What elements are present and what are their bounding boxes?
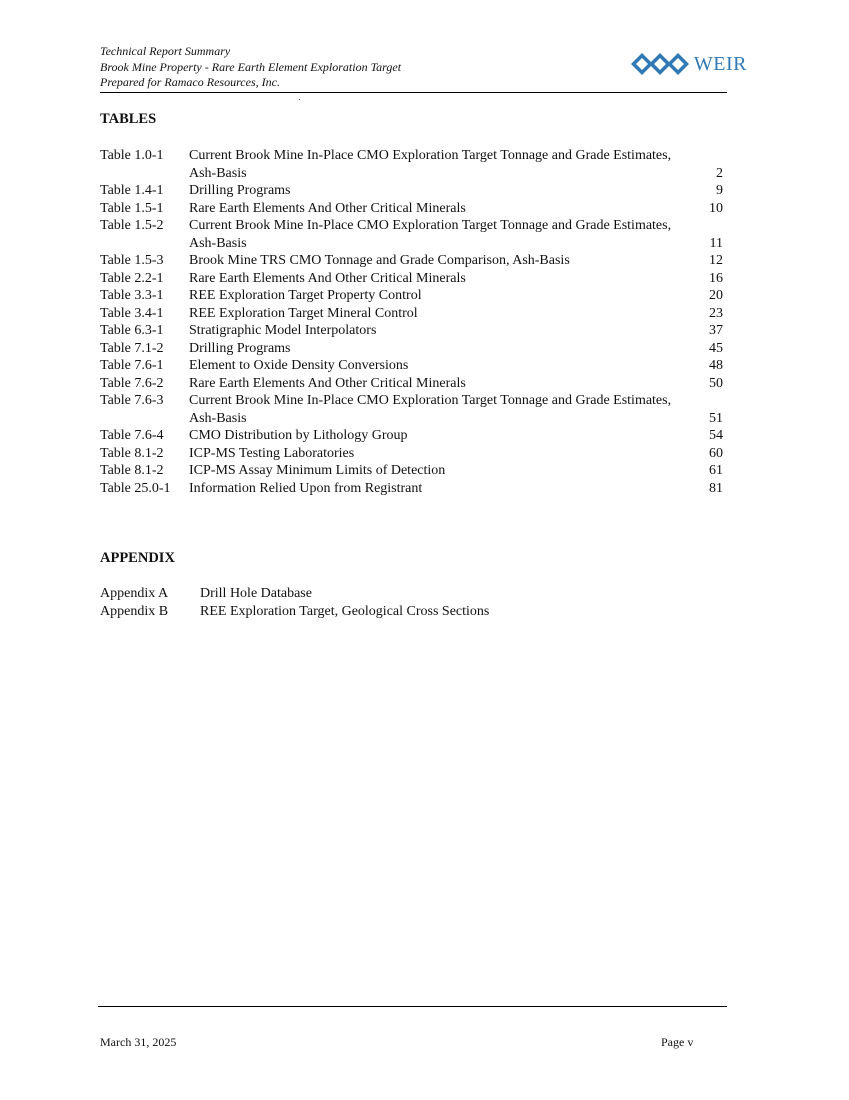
toc-page-number: 10 [709,200,723,216]
appendix-label: Appendix A [100,586,169,601]
toc-table-number: Table 3.4-1 [100,305,164,321]
appendix-row [100,603,489,621]
toc-table-title: Current Brook Mine In-Place CMO Exploration Target Tonnage and Grade Estimates, Ash-Basis [189,148,672,181]
toc-table-title: CMO Distribution by Lithology Group [189,428,408,443]
footer-rule [98,1006,727,1007]
toc-page-number: 60 [709,445,723,461]
toc-page-number: 20 [709,288,723,303]
toc-table-number: Table 25.0-1 [100,480,171,496]
toc-page-number: 54 [709,428,723,443]
toc-row [100,252,723,270]
toc-table-title: ICP-MS Assay Minimum Limits of Detection [189,463,446,478]
header-line-2: Brook Mine Property - Rare Earth Element Exploration Target [100,59,402,74]
toc-table-number: Table 1.5-2 [100,218,164,233]
header-line-3: Prepared for Ramaco Resources, Inc. [100,75,280,89]
toc-page-number: 16 [709,270,723,286]
appendix-row [100,585,489,603]
toc-row [100,357,723,375]
weir-diamonds-icon [631,52,693,76]
toc-row [100,182,723,200]
toc-row [100,462,723,480]
toc-page-number: 48 [709,358,723,373]
toc-table-number: Table 1.0-1 [100,148,164,163]
toc-page-number: 2 [716,165,723,181]
toc-row [100,392,723,427]
toc-page-number: 9 [716,183,723,198]
toc-table-number: Table 7.6-4 [100,428,164,443]
toc-table-number: Table 8.1-2 [100,445,164,461]
toc-row [100,305,723,323]
footer-date: March 31, 2025 [100,1035,177,1049]
toc-table-title: ICP-MS Testing Laboratories [189,445,355,461]
toc-row [100,480,723,498]
toc-table-number: Table 1.5-3 [100,253,164,268]
toc-row [100,375,723,393]
toc-row [100,445,723,463]
header-line-1: Technical Report Summary [100,44,231,58]
toc-page-number: 23 [709,305,723,321]
toc-page-number: 11 [709,235,723,251]
logo-text: WEIR [693,52,747,75]
tables-heading: TABLES [100,111,157,127]
header-rule [100,92,727,93]
toc-page-number: 61 [709,463,723,478]
toc-table-title: Drilling Programs [189,183,291,198]
toc-table-number: Table 2.2-1 [100,270,164,286]
toc-row [100,340,723,358]
weir-logo [631,52,747,76]
toc-table-number: Table 3.3-1 [100,288,164,303]
toc-row [100,217,723,252]
toc-page-number: 12 [709,253,723,268]
appendix-list [100,585,489,620]
toc-page-number: 81 [709,480,723,496]
appendix-label: Appendix B [100,603,169,619]
appendix-title: REE Exploration Target, Geological Cross Sections [200,603,490,619]
toc-row [100,270,723,288]
toc-row [100,287,723,305]
toc-table-title: Rare Earth Elements And Other Critical Minerals [189,270,466,286]
toc-table-number: Table 7.6-3 [100,393,164,408]
toc-table-number: Table 8.1-2 [100,463,164,478]
tables-list [100,147,723,497]
toc-table-title: Information Relied Upon from Registrant [189,480,423,496]
toc-row [100,147,723,182]
toc-table-title: Stratigraphic Model Interpolators [189,323,377,338]
page-header [100,44,747,91]
toc-table-title: Current Brook Mine In-Place CMO Exploration Target Tonnage and Grade Estimates, Ash-Basis [189,218,672,251]
toc-table-title: Rare Earth Elements And Other Critical Minerals [189,200,466,216]
toc-table-title: REE Exploration Target Property Control [189,288,422,303]
toc-table-title: Drilling Programs [189,340,291,356]
footer-page-number: Page v [661,1035,694,1049]
toc-row [100,200,723,218]
toc-page-number: 37 [709,323,723,338]
toc-table-title: Brook Mine TRS CMO Tonnage and Grade Comparison, Ash-Basis [189,253,570,268]
appendix-heading: APPENDIX [100,550,175,566]
toc-table-number: Table 1.5-1 [100,200,164,216]
toc-table-title: REE Exploration Target Mineral Control [189,305,418,321]
toc-table-number: Table 1.4-1 [100,183,164,198]
appendix-title: Drill Hole Database [200,586,312,601]
toc-table-number: Table 7.6-2 [100,375,164,391]
toc-table-number: Table 7.1-2 [100,340,164,356]
toc-page-number: 51 [709,410,723,426]
toc-table-title: Rare Earth Elements And Other Critical Minerals [189,375,466,391]
toc-row [100,427,723,445]
stray-dot [299,99,300,100]
toc-table-number: Table 7.6-1 [100,358,164,373]
toc-row [100,322,723,340]
toc-table-number: Table 6.3-1 [100,323,164,338]
toc-table-title: Element to Oxide Density Conversions [189,358,409,373]
toc-page-number: 45 [709,340,723,356]
toc-table-title: Current Brook Mine In-Place CMO Exploration Target Tonnage and Grade Estimates, Ash-Basis [189,393,672,426]
toc-page-number: 50 [709,375,723,391]
